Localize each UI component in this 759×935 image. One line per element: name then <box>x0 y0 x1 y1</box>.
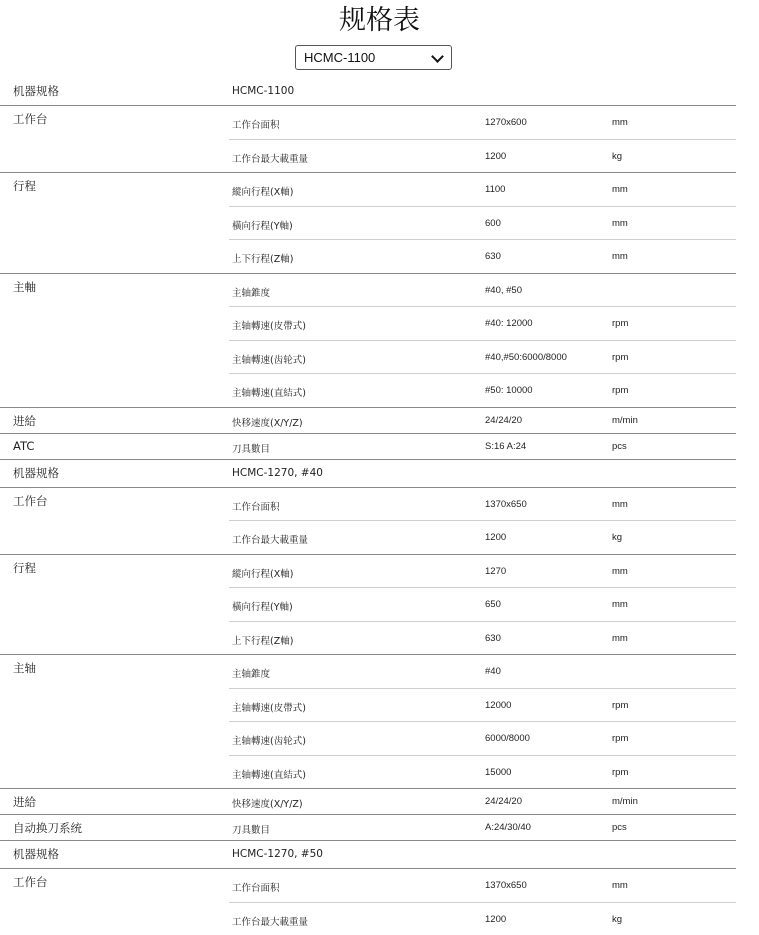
spec-row <box>229 587 736 621</box>
spec-name: 工作台最大載重量 <box>232 532 308 546</box>
spec-value: 6000/8000 <box>485 733 530 744</box>
spec-value: 600 <box>485 218 501 229</box>
spec-group <box>0 868 736 935</box>
spec-unit: mm <box>612 218 628 229</box>
spec-row <box>229 655 736 688</box>
spec-group <box>0 487 736 554</box>
spec-row <box>229 520 736 554</box>
spec-header-label: 机器规格 <box>13 465 59 481</box>
spec-unit: kg <box>612 151 622 162</box>
spec-value: 1370x650 <box>485 880 527 891</box>
spec-unit: pcs <box>612 822 627 833</box>
spec-header-row <box>229 460 736 487</box>
model-name: HCMC-1100 <box>232 85 294 97</box>
spec-row <box>229 373 736 407</box>
spec-unit: rpm <box>612 352 628 363</box>
spec-row <box>229 340 736 374</box>
spec-name: 縱向行程(X軸) <box>232 184 293 198</box>
group-label: 工作台 <box>13 874 48 890</box>
spec-unit: pcs <box>612 441 627 452</box>
group-label: 进給 <box>13 413 36 429</box>
spec-name: 主轴轉速(直結式) <box>232 385 306 399</box>
spec-row <box>229 239 736 273</box>
spec-value: #40 <box>485 666 501 677</box>
spec-name: 上下行程(Z軸) <box>232 633 293 647</box>
spec-group <box>0 433 736 459</box>
spec-name: 橫向行程(Y軸) <box>232 218 293 232</box>
spec-unit: mm <box>612 880 628 891</box>
spec-value: 24/24/20 <box>485 796 522 807</box>
spec-value: 1100 <box>485 184 505 195</box>
spec-unit: m/min <box>612 415 638 426</box>
group-label: 工作台 <box>13 111 48 127</box>
spec-name: 橫向行程(Y軸) <box>232 599 293 613</box>
spec-group <box>0 105 736 172</box>
model-select-value: HCMC-1100 <box>304 50 375 65</box>
spec-name: 快移速度(X/Y/Z) <box>232 415 303 429</box>
spec-table <box>0 78 736 935</box>
spec-unit: rpm <box>612 700 628 711</box>
spec-header-group <box>0 78 736 105</box>
spec-row <box>229 555 736 588</box>
spec-name: 主轴轉速(皮帶式) <box>232 318 306 332</box>
group-label: 行程 <box>13 560 36 576</box>
spec-row <box>229 902 736 935</box>
spec-header-row <box>229 841 736 868</box>
spec-value: 15000 <box>485 767 511 778</box>
spec-name: 工作台面积 <box>232 499 280 513</box>
spec-value: 1370x650 <box>485 499 527 510</box>
spec-name: 主轴轉速(齿轮式) <box>232 352 306 366</box>
group-label: 进給 <box>13 794 36 810</box>
spec-value: 1270 <box>485 566 506 577</box>
spec-row <box>229 274 736 307</box>
spec-group <box>0 814 736 840</box>
spec-header-label: 机器规格 <box>13 83 59 99</box>
spec-group <box>0 554 736 655</box>
spec-row <box>229 306 736 340</box>
spec-group <box>0 788 736 814</box>
spec-value: 1200 <box>485 151 506 162</box>
spec-name: 工作台面积 <box>232 880 280 894</box>
page-title: 规格表 <box>0 4 759 38</box>
group-label: 主軸 <box>13 279 36 295</box>
spec-row <box>229 869 736 902</box>
spec-row <box>229 755 736 789</box>
spec-name: 主轴轉速(直結式) <box>232 767 306 781</box>
group-label: 自动换刀系统 <box>13 820 82 836</box>
spec-name: 上下行程(Z軸) <box>232 251 293 265</box>
spec-value: #50: 10000 <box>485 385 533 396</box>
spec-row <box>229 688 736 722</box>
group-label: 行程 <box>13 178 36 194</box>
spec-unit: mm <box>612 566 628 577</box>
spec-value: 1200 <box>485 532 506 543</box>
spec-name: 工作台最大載重量 <box>232 914 308 928</box>
spec-header-label: 机器规格 <box>13 846 59 862</box>
model-name: HCMC-1270, #40 <box>232 467 323 479</box>
spec-unit: kg <box>612 532 622 543</box>
spec-row <box>229 434 736 459</box>
spec-value: 24/24/20 <box>485 415 522 426</box>
spec-name: 刀具數目 <box>232 822 270 836</box>
spec-unit: rpm <box>612 318 628 329</box>
group-label: ATC <box>13 439 34 453</box>
spec-row <box>229 621 736 655</box>
spec-name: 工作台面积 <box>232 117 280 131</box>
spec-row <box>229 408 736 433</box>
spec-row <box>229 721 736 755</box>
spec-unit: rpm <box>612 733 628 744</box>
spec-name: 主轴錐度 <box>232 666 270 680</box>
spec-value: #40, #50 <box>485 285 522 296</box>
group-label: 工作台 <box>13 493 48 509</box>
spec-unit: mm <box>612 117 628 128</box>
spec-name: 刀具數目 <box>232 441 270 455</box>
spec-row <box>229 815 736 840</box>
spec-value: S:16 A:24 <box>485 441 526 452</box>
spec-unit: m/min <box>612 796 638 807</box>
spec-unit: mm <box>612 251 628 262</box>
spec-row <box>229 789 736 814</box>
spec-value: #40,#50:6000/8000 <box>485 352 567 363</box>
spec-group <box>0 172 736 273</box>
spec-value: #40: 12000 <box>485 318 533 329</box>
spec-name: 主轴轉速(齿轮式) <box>232 733 306 747</box>
spec-unit: mm <box>612 184 628 195</box>
spec-name: 工作台最大載重量 <box>232 151 308 165</box>
spec-name: 縱向行程(X軸) <box>232 566 293 580</box>
spec-unit: mm <box>612 599 628 610</box>
spec-name: 主轴轉速(皮帶式) <box>232 700 306 714</box>
spec-value: 1200 <box>485 914 506 925</box>
spec-group <box>0 407 736 433</box>
group-label: 主轴 <box>13 660 36 676</box>
spec-row <box>229 106 736 139</box>
spec-value: 630 <box>485 251 501 262</box>
model-select[interactable] <box>295 45 452 70</box>
spec-row <box>229 488 736 521</box>
spec-unit: mm <box>612 499 628 510</box>
spec-header-row <box>229 78 736 105</box>
spec-value: 1270x600 <box>485 117 527 128</box>
spec-name: 主轴錐度 <box>232 285 270 299</box>
spec-header-group <box>0 840 736 868</box>
spec-unit: mm <box>612 633 628 644</box>
spec-group <box>0 654 736 788</box>
spec-value: 12000 <box>485 700 511 711</box>
spec-value: 650 <box>485 599 501 610</box>
model-name: HCMC-1270, #50 <box>232 848 323 860</box>
spec-unit: kg <box>612 914 622 925</box>
spec-row <box>229 206 736 240</box>
spec-unit: rpm <box>612 385 628 396</box>
spec-row <box>229 173 736 206</box>
spec-row <box>229 139 736 173</box>
spec-value: 630 <box>485 633 501 644</box>
chevron-down-icon <box>431 50 444 63</box>
spec-unit: rpm <box>612 767 628 778</box>
spec-header-group <box>0 459 736 487</box>
spec-name: 快移速度(X/Y/Z) <box>232 796 303 810</box>
spec-group <box>0 273 736 407</box>
spec-value: A:24/30/40 <box>485 822 531 833</box>
